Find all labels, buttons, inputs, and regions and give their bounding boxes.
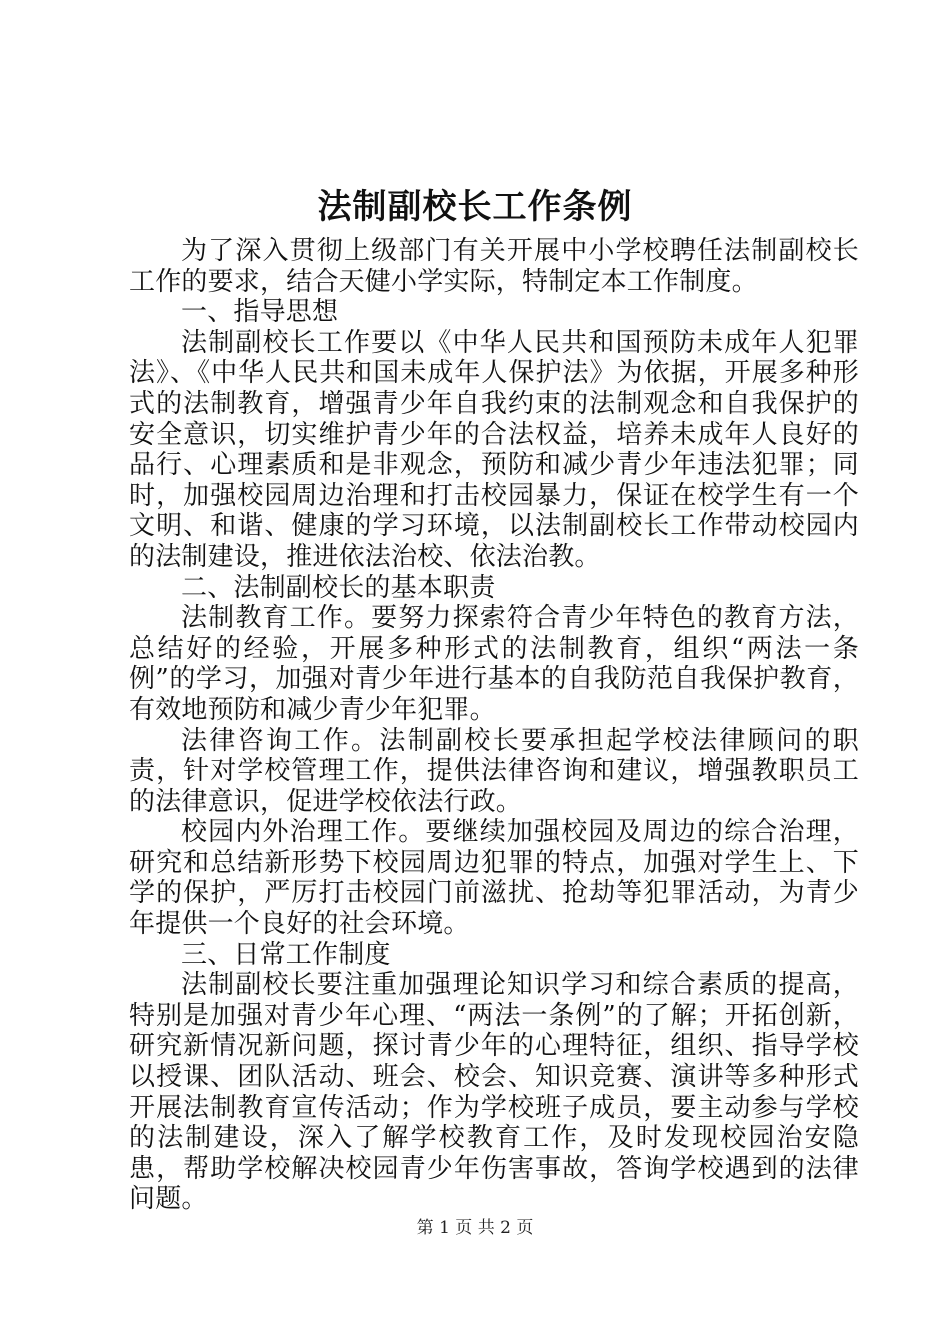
intro-paragraph: 为了深入贯彻上级部门有关开展中小学校聘任法制副校长工作的要求，结合天健小学实际，特制定本工作制度。	[129, 236, 859, 297]
document-body	[129, 236, 859, 1215]
section-heading-guiding-thought: 一、指导思想	[181, 297, 339, 328]
guiding-thought-paragraph: 法制副校长工作要以《中华人民共和国预防未成年人犯罪法》、《中华人民共和国未成年人保护法》为依据，开展多种形式的法制教育，增强青少年自我约束的法制观念和自我保护的安全意识，切实维护青少年的合法权益，培养未成年人良好的品行、心理素质和是非观念，预防和减少青少年违法犯罪；同时，加强校园周边治理和打击校园暴力，保证在校学生有一个文明、和谐、健康的学习环境，以法制副校长工作带动校园内的法制建设，推进依法治校、依法治教。	[129, 327, 859, 572]
section-heading-basic-duties: 二、法制副校长的基本职责	[181, 572, 496, 603]
daily-rules-paragraph: 法制副校长要注重加强理论知识学习和综合素质的提高，特别是加强对青少年心理、“两法一条例”的了解；开拓创新，研究新情况新问题，探讨青少年的心理特征，组织、指导学校以授课、团队活动、班会、校会、知识竞赛、演讲等多种形式开展法制教育宣传活动；作为学校班子成员，要主动参与学校的法制建设，深入了解学校教育工作，及时发现校园治安隐患，帮助学校解决校园青少年伤害事故，答询学校遇到的法律问题。	[129, 970, 859, 1215]
campus-governance-paragraph: 校园内外治理工作。要继续加强校园及周边的综合治理，研究和总结新形势下校园周边犯罪的特点，加强对学生上、下学的保护，严厉打击校园门前滋扰、抢劫等犯罪活动，为青少年提供一个良好的社会环境。	[129, 817, 859, 940]
page-number-footer: 第 1 页 共 2 页	[416, 1218, 534, 1238]
document-title: 法制副校长工作条例	[317, 187, 633, 227]
legal-education-paragraph: 法制教育工作。要努力探索符合青少年特色的教育方法，总结好的经验，开展多种形式的法制教育，组织“两法一条例”的学习，加强对青少年进行基本的自我防范自我保护教育，有效地预防和减少青少年犯罪。	[129, 603, 859, 725]
section-heading-daily-rules: 三、日常工作制度	[181, 939, 391, 970]
legal-consulting-paragraph: 法律咨询工作。法制副校长要承担起学校法律顾问的职责，针对学校管理工作，提供法律咨询和建议，增强教职员工的法律意识，促进学校依法行政。	[129, 725, 859, 817]
